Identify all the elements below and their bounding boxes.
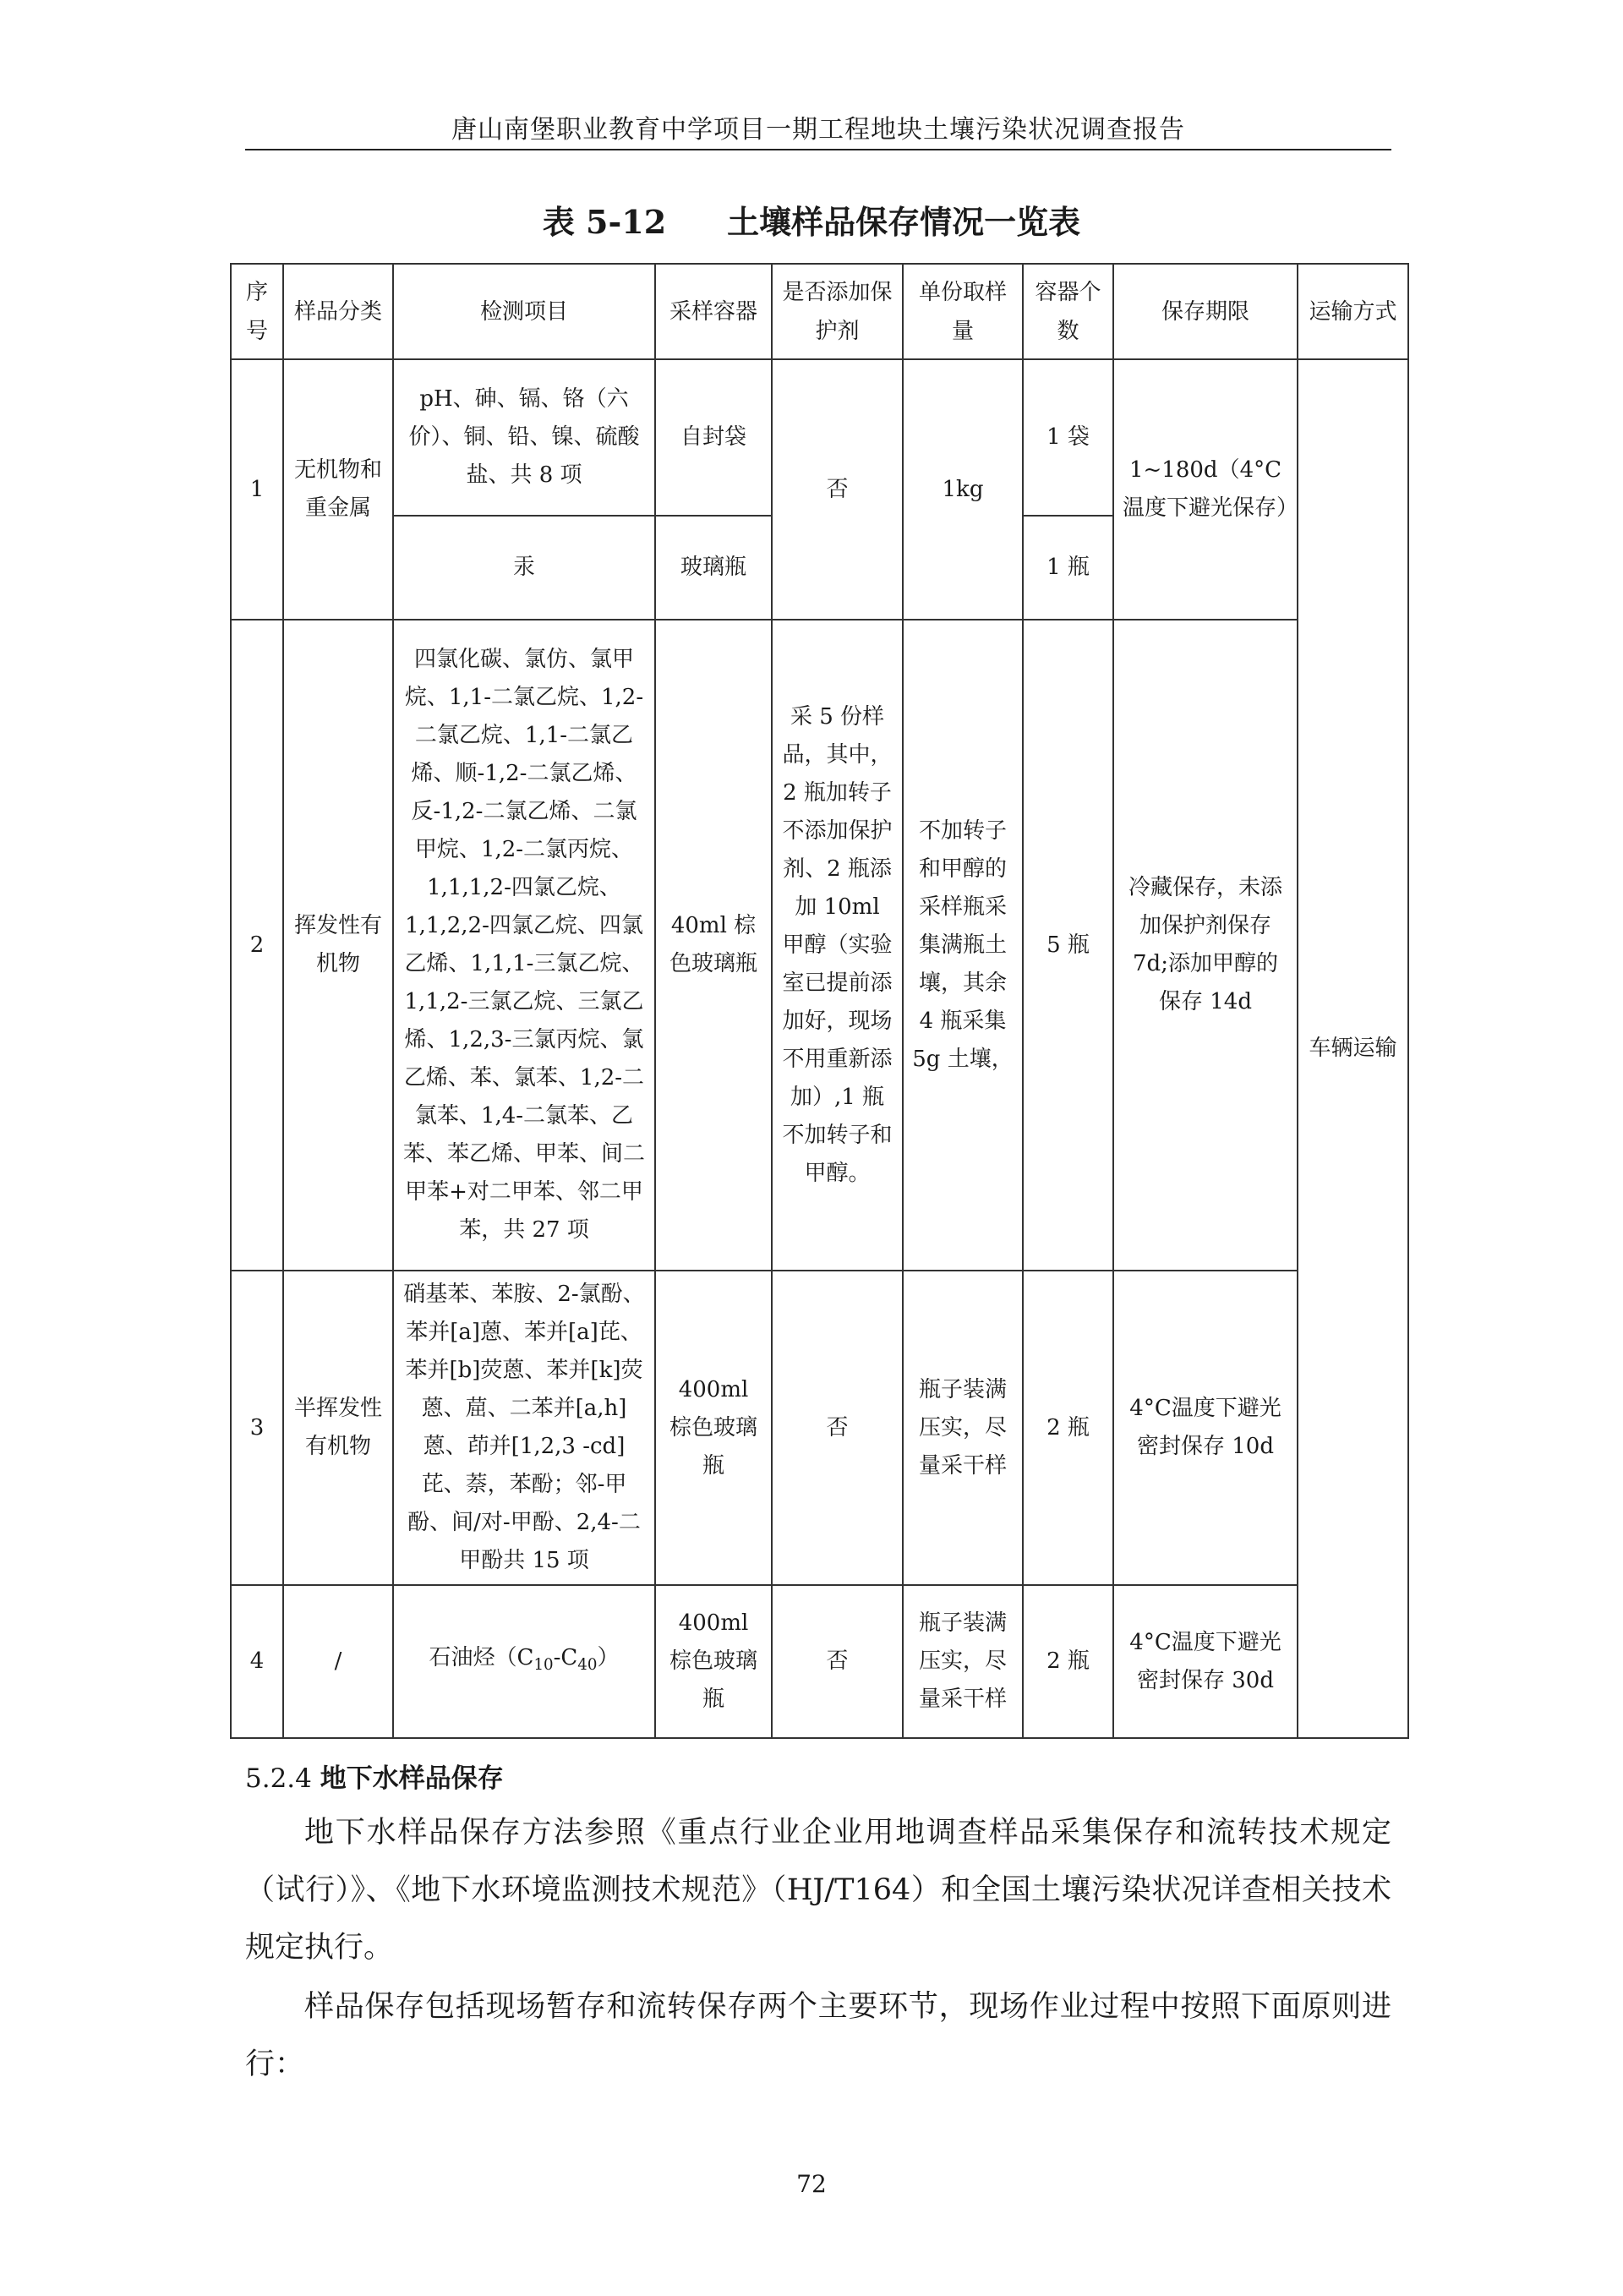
cell-container: 400ml 棕色玻璃瓶 <box>655 1585 772 1738</box>
header-items: 检测项目 <box>393 264 655 359</box>
section-number: 5.2.4 <box>245 1763 312 1794</box>
cell-container: 自封袋 <box>655 359 772 516</box>
table-header-row <box>231 264 1408 359</box>
cell-preservative: 否 <box>772 1271 903 1585</box>
header-no: 序号 <box>231 264 283 359</box>
cell-preservative: 否 <box>772 359 903 620</box>
running-header: 唐山南堡职业教育中学项目一期工程地块土壤污染状况调查报告 <box>451 115 1185 145</box>
section-title: 地下水样品保存 <box>320 1763 504 1794</box>
cell-period: 1~180d（4°C温度下避光保存） <box>1113 359 1298 620</box>
cell-no: 4 <box>231 1585 283 1738</box>
cell-items: 四氯化碳、氯仿、氯甲烷、1,1-二氯乙烷、1,2-二氯乙烷、1,1-二氯乙烯、顺-1,2-二氯乙烯、反-1,2-二氯乙烯、二氯甲烷、1,2-二氯丙烷、1,1,1,2-四氯乙烷、1,1,2,2-四氯乙烷、四氯乙烯、1,1,1-三氯乙烷、1,1,2-三氯乙烷、三氯乙烯、1,2,3-三氯丙烷、氯乙烯、苯、氯苯、1,2-二氯苯、1,4-二氯苯、乙苯、苯乙烯、甲苯、间二甲苯+对二甲苯、邻二甲苯，共 27 项 <box>393 620 655 1271</box>
cell-items: 汞 <box>393 516 655 620</box>
cell-container: 40ml 棕色玻璃瓶 <box>655 620 772 1271</box>
cell-period: 4°C温度下避光密封保存 30d <box>1113 1585 1298 1738</box>
cell-amount: 瓶子装满压实，尽量采干样 <box>903 1585 1023 1738</box>
cell-category: / <box>283 1585 393 1738</box>
cell-preservative: 采 5 份样品，其中，2 瓶加转子不添加保护剂、2 瓶添加 10ml 甲醇（实验室已提前添加好，现场不用重新添加）,1 瓶不加转子和甲醇。 <box>772 620 903 1271</box>
header-amount: 单份取样量 <box>903 264 1023 359</box>
header-rule <box>245 149 1391 150</box>
header-transport: 运输方式 <box>1298 264 1408 359</box>
cell-no: 2 <box>231 620 283 1271</box>
cell-no: 3 <box>231 1271 283 1585</box>
table-title: 土壤样品保存情况一览表 <box>727 203 1081 241</box>
page-number: 72 <box>796 2170 827 2198</box>
section-heading <box>245 1757 504 1795</box>
cell-count: 1 瓶 <box>1023 516 1113 620</box>
cell-amount: 不加转子和甲醇的采样瓶采集满瓶土壤，其余 4 瓶采集 5g 土壤， <box>903 620 1023 1271</box>
sample-storage-table <box>230 263 1409 1739</box>
table-caption <box>0 196 1623 243</box>
cell-count: 5 瓶 <box>1023 620 1113 1271</box>
cell-no: 1 <box>231 359 283 620</box>
cell-items: 硝基苯、苯胺、2-氯酚、苯并[a]蒽、苯并[a]芘、苯并[b]荧蒽、苯并[k]荧蒽、䓛、二苯并[a,h]蒽、茚并[1,2,3 -cd]芘、萘，苯酚；邻-甲酚、间/对-甲酚、2,4-二甲酚共 15 项 <box>393 1271 655 1585</box>
cell-count: 1 袋 <box>1023 359 1113 516</box>
cell-count: 2 瓶 <box>1023 1585 1113 1738</box>
cell-transport: 车辆运输 <box>1298 359 1408 1738</box>
cell-period: 冷藏保存，未添加保护剂保存 7d;添加甲醇的保存 14d <box>1113 620 1298 1271</box>
cell-category: 半挥发性有机物 <box>283 1271 393 1585</box>
cell-items: 石油烃$(C_{10}-C_{40})$ <box>393 1585 655 1738</box>
cell-amount: 瓶子装满压实，尽量采干样 <box>903 1271 1023 1585</box>
cell-container: 玻璃瓶 <box>655 516 772 620</box>
cell-container: 400ml 棕色玻璃瓶 <box>655 1271 772 1585</box>
cell-amount: 1kg <box>903 359 1023 620</box>
table-number: 表 5-12 <box>542 203 667 241</box>
header-container: 采样容器 <box>655 264 772 359</box>
header-count: 容器个数 <box>1023 264 1113 359</box>
header-category: 样品分类 <box>283 264 393 359</box>
table-row <box>231 620 1408 1271</box>
cell-preservative: 否 <box>772 1585 903 1738</box>
header-preservative: 是否添加保护剂 <box>772 264 903 359</box>
body-paragraph: 样品保存包括现场暂存和流转保存两个主要环节，现场作业过程中按照下面原则进行： <box>245 1990 1391 2081</box>
cell-period: 4°C温度下避光密封保存 10d <box>1113 1271 1298 1585</box>
cell-category: 挥发性有机物 <box>283 620 393 1271</box>
header-period: 保存期限 <box>1113 264 1298 359</box>
table-row <box>231 1585 1408 1738</box>
table-row <box>231 359 1408 516</box>
table-row <box>231 1271 1408 1585</box>
cell-items: pH、砷、镉、铬（六价）、铜、铅、镍、硫酸盐、共 8 项 <box>393 359 655 516</box>
body-paragraph: 地下水样品保存方法参照《重点行业企业用地调查样品采集保存和流转技术规定（试行）》、《地下水环境监测技术规范》（HJ/T164）和全国土壤污染状况详查相关技术规定执行。 <box>245 1816 1391 1965</box>
cell-count: 2 瓶 <box>1023 1271 1113 1585</box>
cell-category: 无机物和重金属 <box>283 359 393 620</box>
